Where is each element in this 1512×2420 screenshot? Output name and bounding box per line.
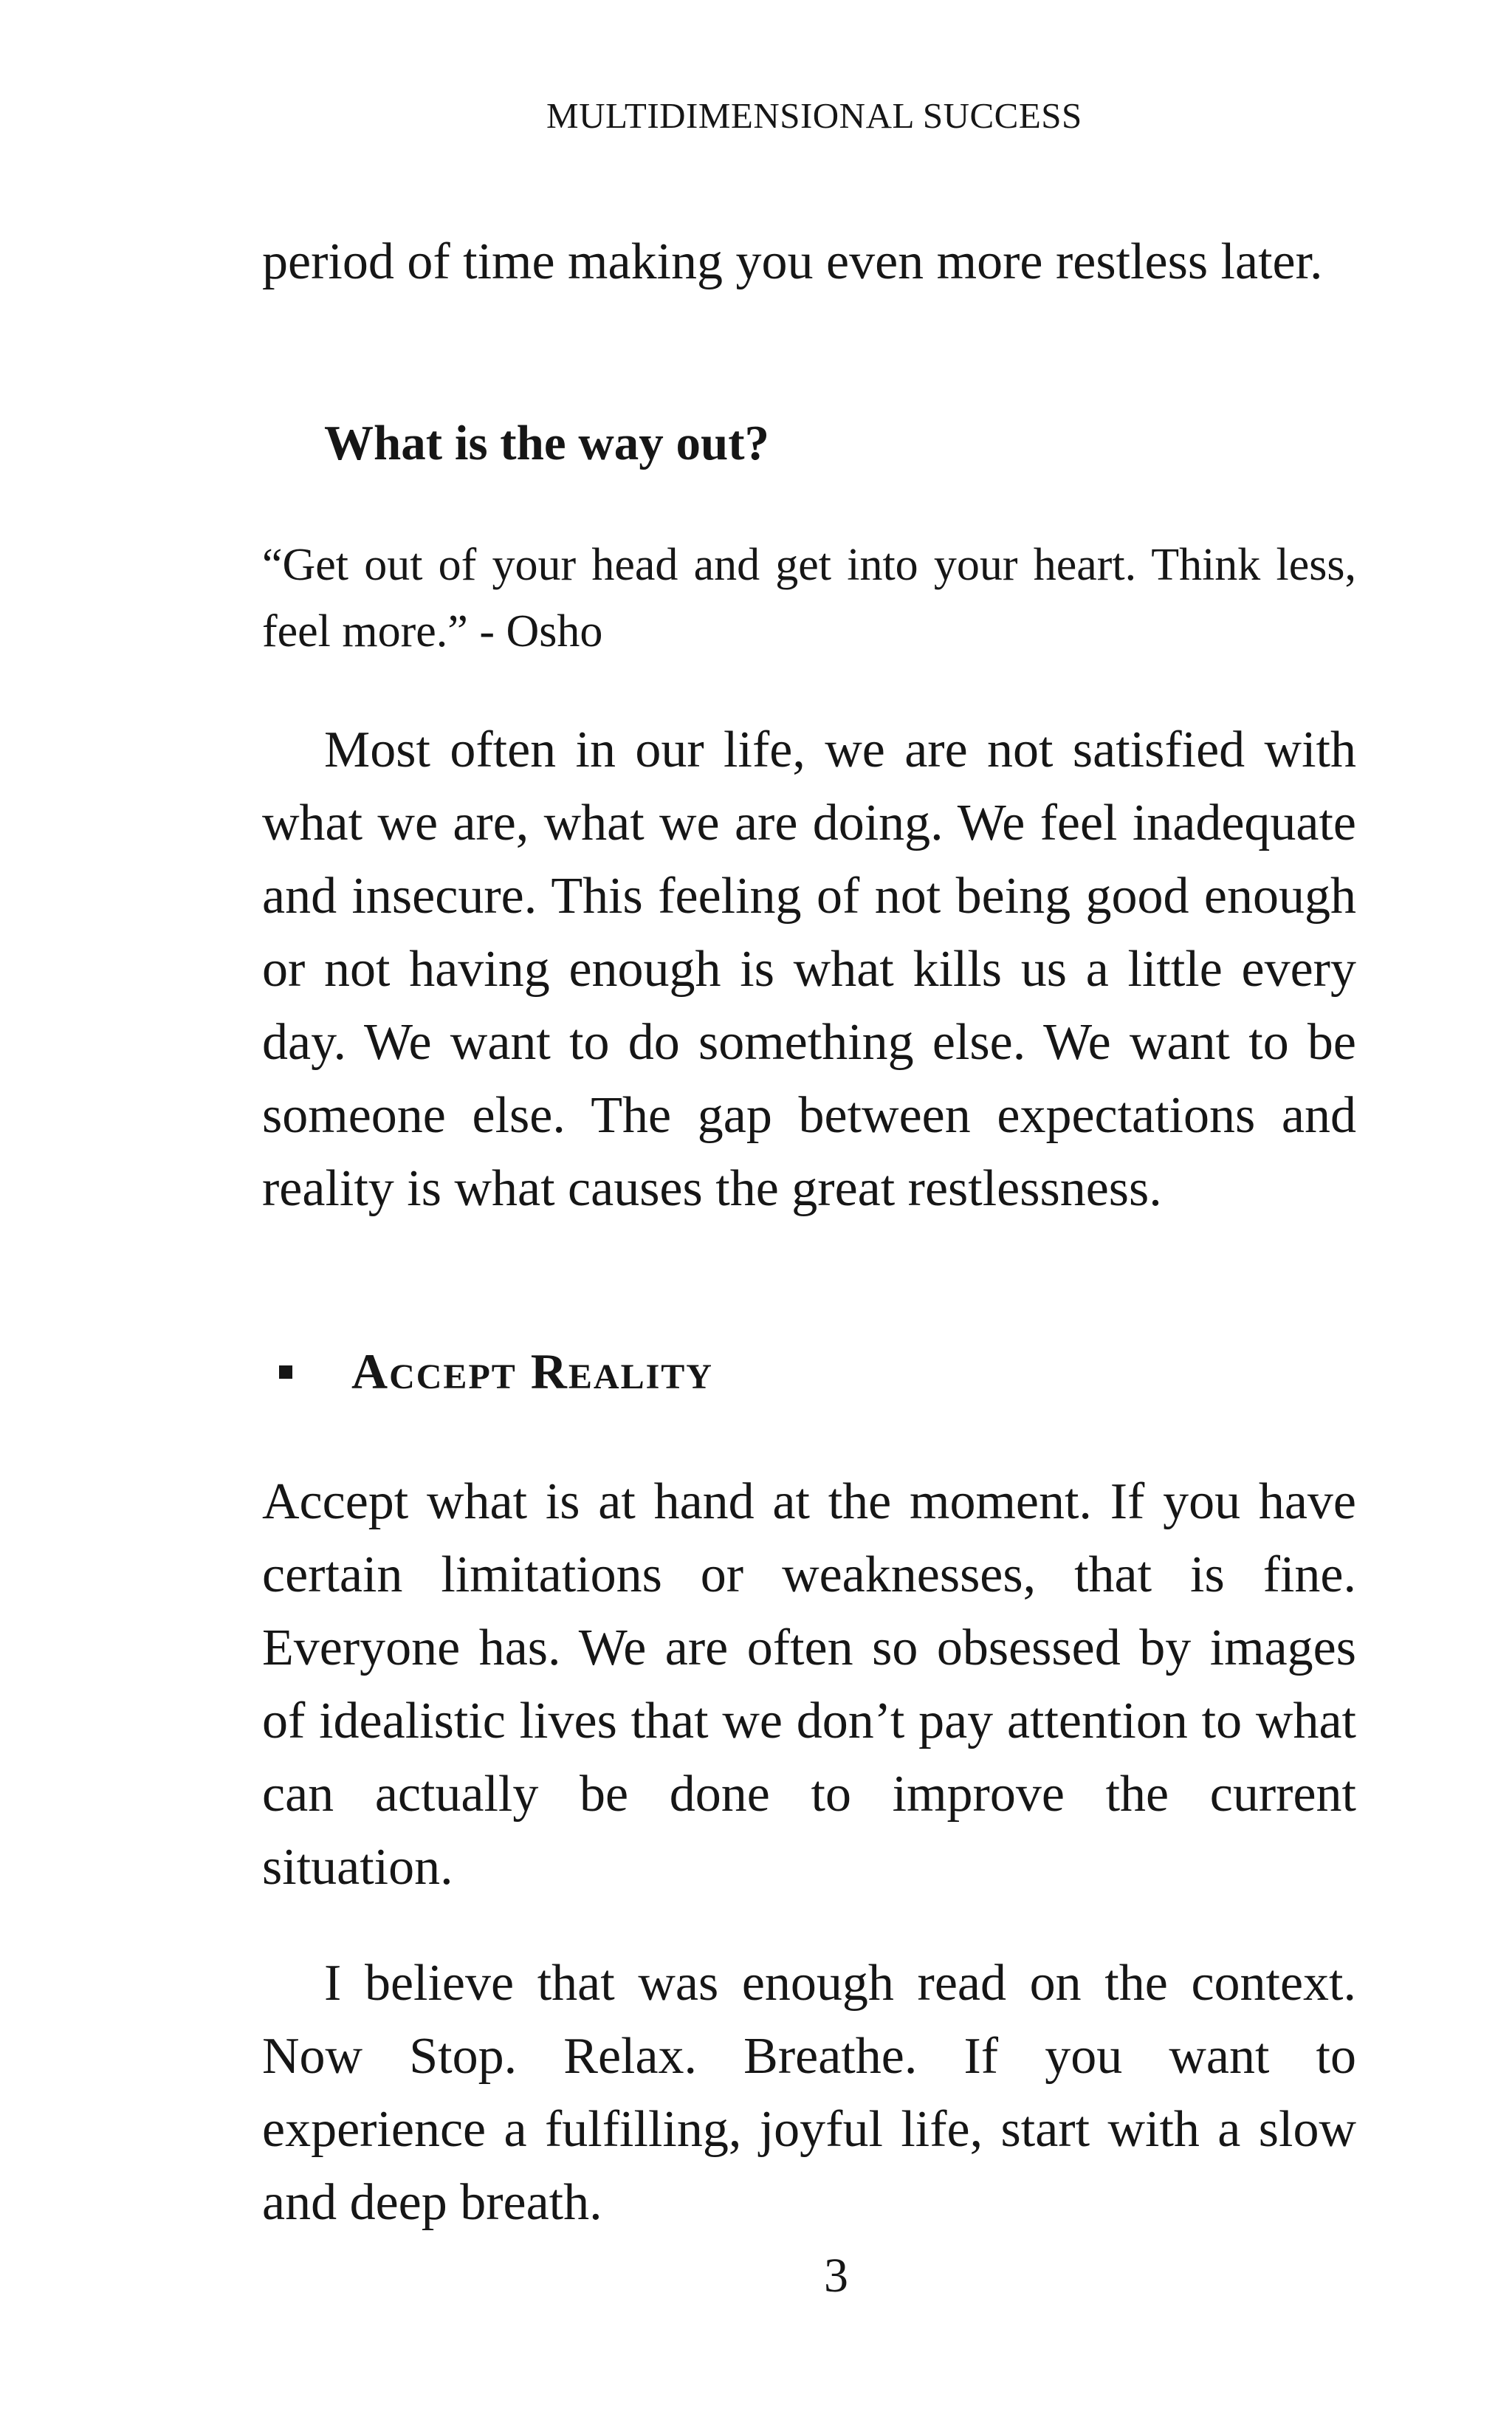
osho-quote: “Get out of your head and get into your heart. Think less, feel more.” - Osho: [262, 540, 1356, 657]
paragraph-accept: Accept what is at hand at the moment. If you have certain limitations or weaknesses, that is fine. Everyone has. We are often so obsessed by images of idealistic lives that we don’t pay attention to what can actually be done to improve the current situation.: [262, 1473, 1356, 1896]
section-heading: [279, 1343, 713, 1401]
square-bullet-icon: [279, 1365, 292, 1379]
paragraph-most-often: Most often in our life, we are not satisfied with what we are, what we are doing. We feel inadequate and insecure. This feeling of not being good enough or not having enough is what kills us a little every day. We want to do something else. We want to be someone else. The gap between expectations and reality is what causes the great restlessness.: [262, 721, 1356, 1217]
running-header: MULTIDIMENSIONAL SUCCESS: [546, 95, 1082, 136]
section-title: Accept Reality: [351, 1343, 713, 1399]
paragraph-continuation: period of time making you even more restless later.: [262, 233, 1323, 290]
paragraph-believe: I believe that was enough read on the context. Now Stop. Relax. Breathe. If you want to experience a fulfilling, joyful life, start with a slow and deep breath.: [262, 1955, 1356, 2231]
subheading-way-out: What is the way out?: [324, 416, 770, 470]
page-number: 3: [824, 2249, 848, 2303]
